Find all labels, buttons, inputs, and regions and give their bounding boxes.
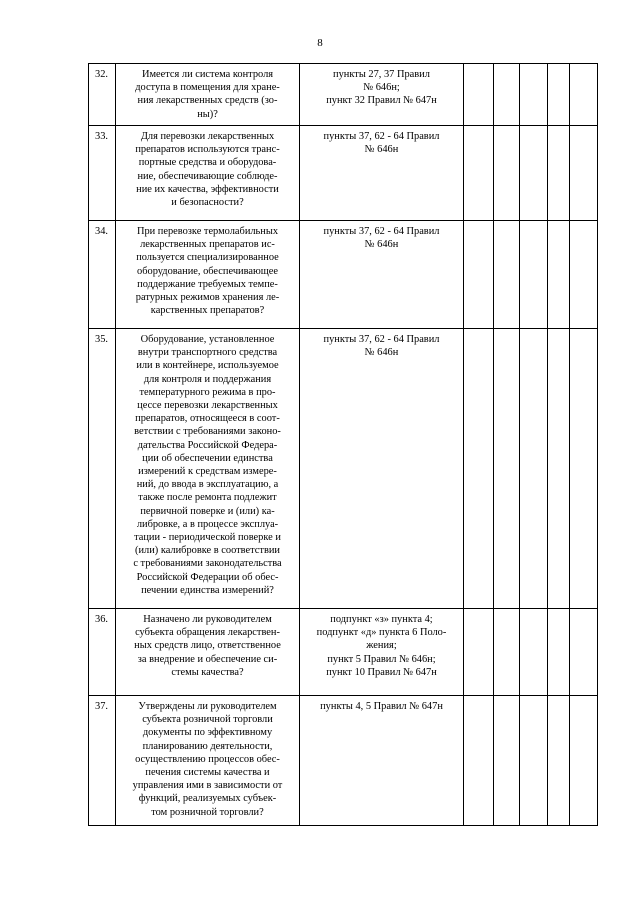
question-line: управления ими в зависимости от xyxy=(132,780,283,792)
question-line: температурного режима в про- xyxy=(139,386,276,398)
answer-cell xyxy=(570,696,598,826)
answer-cell xyxy=(570,64,598,126)
page-number: 8 xyxy=(317,37,323,49)
answer-cell xyxy=(548,64,570,126)
question-cell xyxy=(116,126,300,221)
question-cell xyxy=(116,329,300,609)
table-row xyxy=(89,126,598,221)
answer-cell xyxy=(520,329,548,609)
requirements-cell xyxy=(300,126,464,221)
requirements-cell xyxy=(300,329,464,609)
question-line: портные средства и оборудова- xyxy=(138,157,277,169)
requirement-line: № 646н xyxy=(364,347,399,359)
checklist-table xyxy=(88,63,598,826)
answer-cell xyxy=(520,64,548,126)
requirements-cell xyxy=(300,221,464,329)
row-number: 36. xyxy=(89,609,116,696)
question-line: с требованиями законодательства xyxy=(133,558,282,570)
question-line: ние их качества, эффективности xyxy=(136,183,279,195)
answer-cell xyxy=(570,609,598,696)
question-line: цессе перевозки лекарственных xyxy=(137,400,278,412)
requirement-line: пункты 27, 37 Правил xyxy=(333,69,430,80)
question-line: печения системы качества и xyxy=(145,767,270,779)
table-row xyxy=(89,609,598,696)
answer-cell xyxy=(520,221,548,329)
answer-cell xyxy=(494,126,520,221)
question-line: доступа в помещения для хране- xyxy=(135,82,280,94)
row-number: 34. xyxy=(89,221,116,329)
question-line: тации - периодической поверке и xyxy=(134,532,281,544)
requirement-line: пункты 4, 5 Правил № 647н xyxy=(320,701,443,712)
question-line: оборудование, обеспечивающее xyxy=(137,265,278,277)
question-line: ния лекарственных средств (зо- xyxy=(137,95,278,107)
answer-cell xyxy=(548,329,570,609)
question-line: пользуется специализированное xyxy=(136,252,279,264)
question-line: планированию деятельности, xyxy=(142,740,273,752)
question-line: печении единства измерений? xyxy=(141,584,274,596)
table-row xyxy=(89,64,598,126)
question-cell xyxy=(116,696,300,826)
answer-cell xyxy=(570,329,598,609)
question-cell xyxy=(116,609,300,696)
question-line: дательства Российской Федера- xyxy=(137,439,278,451)
question-line: или в контейнере, используемое xyxy=(136,360,279,372)
table-row xyxy=(89,221,598,329)
answer-cell xyxy=(520,609,548,696)
row-number: 37. xyxy=(89,696,116,826)
question-cell xyxy=(116,221,300,329)
question-line: При перевозке термолабильных xyxy=(136,226,279,237)
requirement-line: жения; xyxy=(366,640,397,652)
answer-cell xyxy=(520,126,548,221)
question-line: внутри транспортного средства xyxy=(137,347,278,359)
question-line: за внедрение и обеспечение си- xyxy=(137,653,278,665)
question-line: субъекта розничной торговли xyxy=(142,714,273,726)
question-line: лекарственных препаратов ис- xyxy=(140,239,275,251)
question-line: Назначено ли руководителем xyxy=(143,614,272,625)
question-line: препаратов, относящееся в соот- xyxy=(135,413,280,425)
requirement-line: подпункт «з» пункта 4; xyxy=(330,614,433,625)
question-line: ны)? xyxy=(197,108,218,120)
question-line: и безопасности? xyxy=(171,197,244,209)
question-line: ние, обеспечивающие соблюде- xyxy=(137,170,278,182)
answer-cell xyxy=(494,696,520,826)
answer-cell xyxy=(548,696,570,826)
table-row xyxy=(89,696,598,826)
question-line: ратурных режимов хранения ле- xyxy=(135,292,280,304)
question-line: Для перевозки лекарственных xyxy=(140,131,275,142)
question-line: либровке, а в процессе эксплуа- xyxy=(136,518,279,530)
question-line: ний, до ввода в эксплуатацию, а xyxy=(136,479,279,491)
table-row xyxy=(89,329,598,609)
question-line: измерений к средствам измере- xyxy=(138,466,277,478)
requirements-cell xyxy=(300,64,464,126)
requirement-line: пункт 32 Правил № 647н xyxy=(326,95,437,107)
question-line: осуществлению процессов обес- xyxy=(135,753,280,765)
answer-cell xyxy=(464,609,494,696)
answer-cell xyxy=(520,696,548,826)
requirement-line: № 646н xyxy=(364,239,399,251)
question-line: том розничной торговли? xyxy=(151,806,264,818)
row-number: 35. xyxy=(89,329,116,609)
question-line: ветствии с требованиями законо- xyxy=(134,426,281,438)
question-line: первичной поверке и (или) ка- xyxy=(140,505,275,517)
question-line: ных средств лицо, ответственное xyxy=(134,640,281,652)
answer-cell xyxy=(548,221,570,329)
question-line: (или) калибровке в соответствии xyxy=(135,545,280,557)
question-line: стемы качества? xyxy=(171,666,244,678)
requirement-line: № 646н xyxy=(364,144,399,156)
question-line: функций, реализуемых субъек- xyxy=(138,793,277,805)
requirement-line: пункты 37, 62 - 64 Правил xyxy=(323,226,440,237)
answer-cell xyxy=(570,221,598,329)
question-line: поддержание требуемых темпе- xyxy=(137,278,278,290)
answer-cell xyxy=(464,221,494,329)
question-cell xyxy=(116,64,300,126)
answer-cell xyxy=(464,696,494,826)
answer-cell xyxy=(464,126,494,221)
requirement-line: пункт 10 Правил № 647н xyxy=(326,666,437,678)
requirement-line: пункты 37, 62 - 64 Правил xyxy=(323,131,440,142)
requirement-line: пункт 5 Правил № 646н; xyxy=(327,653,436,665)
answer-cell xyxy=(548,126,570,221)
question-line: ции об обеспечении единства xyxy=(142,452,273,464)
question-line: Утверждены ли руководителем xyxy=(138,701,277,712)
requirements-cell xyxy=(300,609,464,696)
answer-cell xyxy=(494,609,520,696)
question-line: для контроля и поддержания xyxy=(143,373,272,385)
row-number: 32. xyxy=(89,64,116,126)
requirements-cell xyxy=(300,696,464,826)
question-line: Оборудование, установленное xyxy=(140,334,275,345)
requirement-line: подпункт «д» пункта 6 Поло- xyxy=(316,627,447,639)
answer-cell xyxy=(494,329,520,609)
question-line: также после ремонта подлежит xyxy=(138,492,277,504)
answer-cell xyxy=(494,221,520,329)
question-line: документы по эффективному xyxy=(142,727,273,739)
question-line: карственных препаратов? xyxy=(150,305,265,317)
question-line: Российской Федерации об обес- xyxy=(136,571,279,583)
question-line: препаратов используются транс- xyxy=(135,144,280,156)
answer-cell xyxy=(464,329,494,609)
requirement-line: № 646н; xyxy=(363,82,400,94)
answer-cell xyxy=(570,126,598,221)
answer-cell xyxy=(548,609,570,696)
requirement-line: пункты 37, 62 - 64 Правил xyxy=(323,334,440,345)
question-line: субъекта обращения лекарствен- xyxy=(135,627,280,639)
row-number: 33. xyxy=(89,126,116,221)
answer-cell xyxy=(464,64,494,126)
question-line: Имеется ли система контроля xyxy=(141,69,274,80)
answer-cell xyxy=(494,64,520,126)
